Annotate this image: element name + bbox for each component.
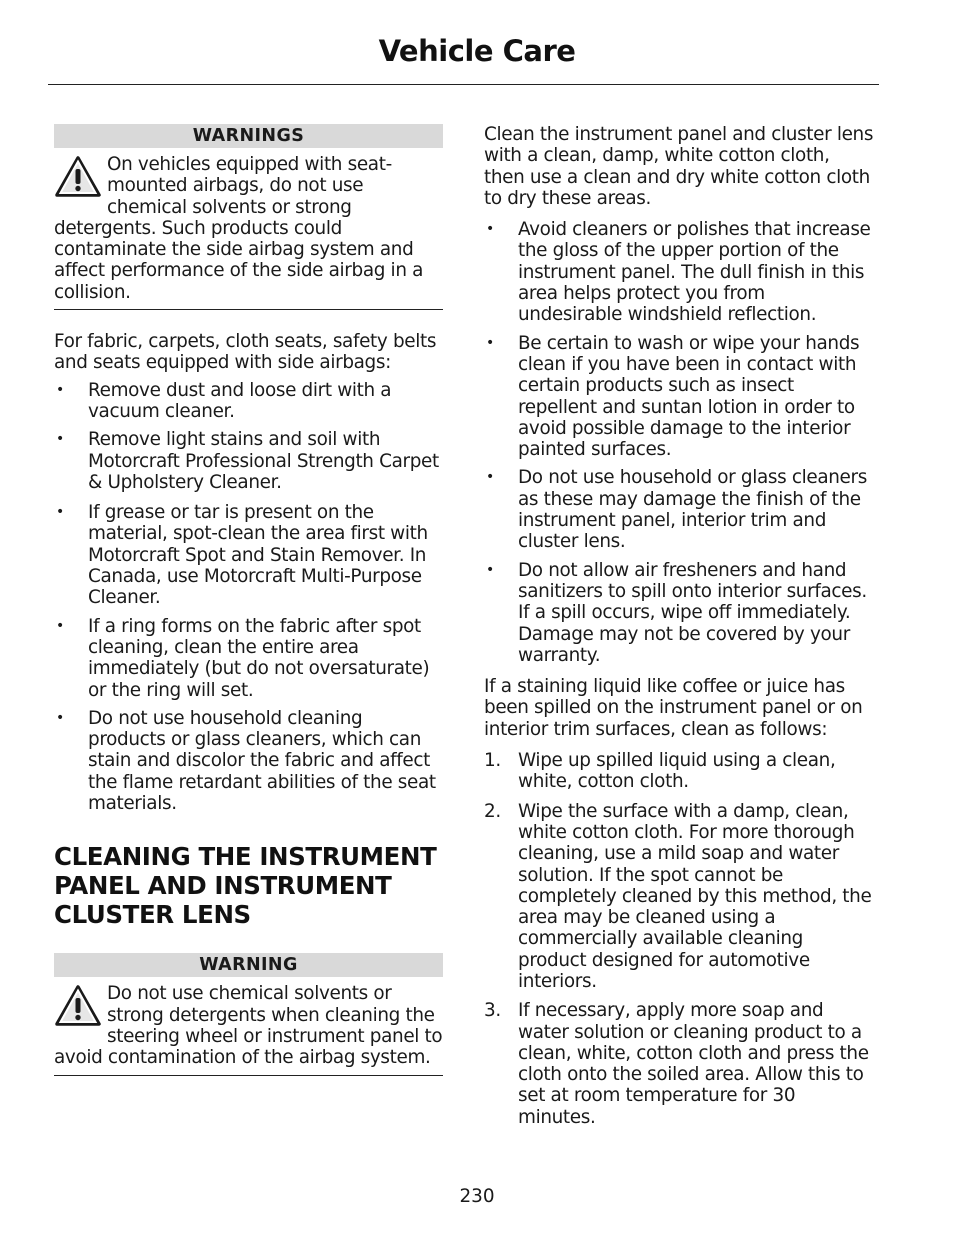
bullet-marker: •: [486, 561, 494, 578]
warning-text: Do not use chemical solvents or strong detergents when cleaning the steering wheel or instrument panel to avoid contamination of the airbag system.: [54, 983, 443, 1069]
warning-triangle-icon: [54, 984, 102, 1028]
step-item: 1. Wipe up spilled liquid using a clean, white, cotton cloth.: [484, 750, 836, 793]
list-item: • If grease or tar is present on the material, spot-clean the area first with Motorcraft Spot and Stain Remover. In Canada, use Motorcraft Multi-Purpose Cleaner.: [56, 502, 428, 609]
list-item: • Remove light stains and soil with Motorcraft Professional Strength Carpet & Upholstery Cleaner.: [56, 429, 439, 493]
title-divider: [48, 84, 879, 85]
warning-triangle-icon: [54, 155, 102, 199]
list-item: • Do not allow air fresheners and hand sanitizers to spill onto interior surfaces. If a spill occurs, wipe off immediately. Damage may not be covered by your warranty.: [486, 559, 867, 666]
instrument-panel-cautions-list: [484, 219, 874, 666]
page-number: 230: [459, 1186, 495, 1207]
list-item: • Do not use household or glass cleaners as these may damage the finish of the instrument panel, interior trim and cluster lens.: [486, 467, 867, 553]
warning-body: [54, 154, 443, 303]
step-number: 3.: [484, 1000, 501, 1022]
bullet-marker: •: [486, 334, 494, 351]
bullet-marker: •: [56, 381, 64, 398]
warning-body: [54, 983, 443, 1068]
bullet-marker: •: [56, 431, 64, 448]
step-item: 2. Wipe the surface with a damp, clean, white cotton cloth. For more thorough cleaning, use a mild soap and water solution. If the spot cannot be completely cleaned by this method, the area may be cleaned using a commercially available cleaning product designed for automotive interiors.: [484, 800, 872, 992]
warning-text: On vehicles equipped with seat-mounted airbags, do not use chemical solvents or strong detergents. Such products could contaminate the side airbag system and affect performance of the side airbag in a collision.: [54, 154, 424, 303]
step-number: 1.: [484, 750, 501, 772]
left-column: [54, 124, 443, 1076]
section-heading: CLEANING THE INSTRUMENT PANEL AND INSTRUMENT CLUSTER LENS: [54, 842, 437, 930]
bullet-marker: •: [486, 221, 494, 238]
list-item: • Do not use household cleaning products or glass cleaners, which can stain and discolor the fabric and affect the flame retardant abilities of the seat materials.: [56, 707, 436, 815]
bullet-marker: •: [56, 709, 64, 726]
list-item: • If a ring forms on the fabric after spot cleaning, clean the entire area immediately (but do not oversaturate) or the ring will set.: [56, 615, 430, 701]
warning-bottom-rule: [54, 309, 443, 310]
warning-bottom-rule: [54, 1075, 443, 1076]
warning-header: WARNINGS: [54, 124, 443, 148]
bullet-marker: •: [486, 469, 494, 486]
spill-cleaning-steps: [484, 750, 874, 1128]
list-item: • Remove dust and loose dirt with a vacuum cleaner.: [56, 379, 392, 422]
warning-box-instrument-panel: [54, 953, 443, 1075]
fabric-intro-paragraph: For fabric, carpets, cloth seats, safety belts and seats equipped with side airbags:: [54, 331, 437, 374]
bullet-marker: •: [56, 504, 64, 521]
list-item: • Avoid cleaners or polishes that increase the gloss of the upper portion of the instrument panel. The dull finish in this area helps protect you from undesirable windshield reflection.: [486, 219, 871, 326]
warning-header: WARNING: [54, 953, 443, 977]
page-title: Vehicle Care: [378, 34, 576, 68]
cleaning-intro-paragraph: Clean the instrument panel and cluster lens with a clean, damp, white cotton cloth, then use a clean and dry white cotton cloth to dry these areas.: [484, 124, 874, 209]
list-item: • Be certain to wash or wipe your hands clean if you have been in contact with certain products such as insect repellent and suntan lotion in order to avoid possible damage to the interior painted surfaces.: [486, 332, 860, 461]
step-item: 3. If necessary, apply more soap and water solution or cleaning product to a clean, white, cotton cloth and press the cloth onto the soiled area. Allow this to set at room temperature for 30 minutes.: [484, 1000, 869, 1128]
spill-intro-paragraph: If a staining liquid like coffee or juice has been spilled on the instrument panel or on interior trim surfaces, clean as follows:: [484, 676, 863, 740]
bullet-marker: •: [56, 617, 64, 634]
step-number: 2.: [484, 800, 501, 822]
fabric-cleaning-list: [54, 380, 443, 815]
right-column: [484, 124, 874, 1128]
warning-box-seat-airbags: [54, 124, 443, 310]
